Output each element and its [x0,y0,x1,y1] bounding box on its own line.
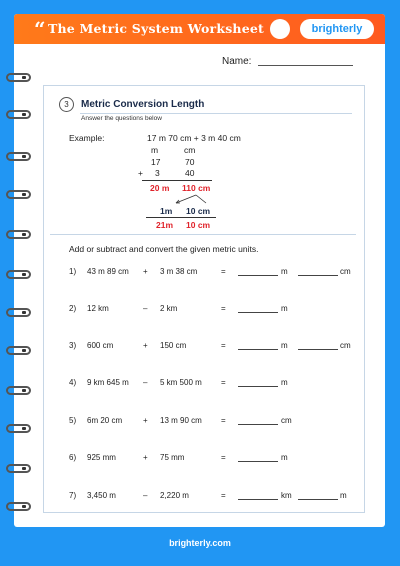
section-divider [50,234,356,235]
example-conv-m: 1m [160,206,173,216]
example-col-m: m [151,145,159,155]
spiral-ring-icon [6,190,31,199]
spiral-ring-icon [6,464,31,473]
problem-equals: = [221,416,226,425]
problem-equals: = [221,267,226,276]
example-r1-m: 17 [151,157,161,167]
spiral-ring-icon [6,346,31,355]
problem-operand-b: 5 km 500 m [160,378,202,387]
problem-number: 2) [69,304,77,313]
problem-operator: + [143,416,148,425]
name-input-line[interactable] [258,65,353,66]
answer-unit: m [281,341,288,350]
spiral-ring-icon [6,308,31,317]
answer-blank-1[interactable] [238,349,278,350]
problem-operator: + [143,453,148,462]
problem-operand-a: 925 mm [87,453,116,462]
example-sum-m: 20 m [150,183,170,193]
problem-number: 7) [69,491,77,500]
answer-blank-1[interactable] [238,312,278,313]
example-final-cm: 10 cm [186,220,211,230]
problem-operand-a: 600 cm [87,341,114,350]
problem-operator: + [143,341,148,350]
problem-operator: – [143,378,148,387]
example-problem: 17 m 70 cm + 3 m 40 cm [147,133,241,143]
example-sum-cm: 110 cm [182,183,211,193]
answer-blank-1[interactable] [238,499,278,500]
spiral-ring-icon [6,270,31,279]
problem-operand-b: 2,220 m [160,491,189,500]
example-r2-cm: 40 [185,168,195,178]
spiral-ring-icon [6,424,31,433]
problem-operand-a: 6m 20 cm [87,416,123,425]
answer-unit: m [281,304,288,313]
answer-blank-1[interactable] [238,386,278,387]
example-r1-cm: 70 [185,157,195,167]
spiral-ring-icon [6,110,31,119]
quote-icon: “ [34,17,46,41]
problem-number: 3) [69,341,77,350]
answer-unit: m [281,453,288,462]
answer-blank-1[interactable] [238,275,278,276]
answer-blank-2[interactable] [298,499,338,500]
problem-operand-b: 3 m 38 cm [160,267,198,276]
problem-equals: = [221,304,226,313]
spiral-ring-icon [6,386,31,395]
header-circle-icon [270,19,290,39]
section-number: 3 [59,97,74,112]
answer-blank-2[interactable] [298,275,338,276]
problem-operand-a: 9 km 645 m [87,378,129,387]
worksheet-title: The Metric System Worksheet [48,21,264,36]
spiral-ring-icon [6,230,31,239]
answer-unit: m [281,267,288,276]
problem-operand-a: 43 m 89 cm [87,267,129,276]
worksheet-header [14,14,385,44]
problem-operand-b: 150 cm [160,341,187,350]
brighterly-logo: brighterly [300,19,374,39]
problem-equals: = [221,341,226,350]
problem-equals: = [221,378,226,387]
spiral-ring-icon [6,73,31,82]
section-title-underline [80,113,352,114]
section-subtitle: Answer the questions below [81,115,162,122]
example-label: Example: [69,133,105,143]
problem-operand-b: 2 km [160,304,178,313]
answer-unit: cm [281,416,292,425]
problem-number: 6) [69,453,77,462]
example-col-cm: cm [184,145,196,155]
spiral-ring-icon [6,502,31,511]
problem-number: 4) [69,378,77,387]
problem-equals: = [221,491,226,500]
exercise-card [43,85,365,513]
answer-blank-1[interactable] [238,461,278,462]
example-result-line [146,217,216,218]
answer-unit: m [281,378,288,387]
problem-operator: – [143,304,148,313]
problem-number: 5) [69,416,77,425]
carry-arrow-icon [154,193,214,205]
problem-operator: – [143,491,148,500]
problem-number: 1) [69,267,77,276]
answer-unit: km [281,491,292,500]
example-sum-line [142,180,212,181]
instruction-text: Add or subtract and convert the given metric units. [69,244,259,254]
example-conv-cm: 10 cm [186,206,211,216]
section-title: Metric Conversion Length [81,99,205,110]
problem-operator: + [143,267,148,276]
problem-operand-a: 12 km [87,304,109,313]
example-plus: + [138,168,143,178]
problem-equals: = [221,453,226,462]
footer-url[interactable]: brighterly.com [169,538,231,548]
problem-operand-b: 13 m 90 cm [160,416,202,425]
problem-operand-b: 75 mm [160,453,185,462]
example-final-m: 21m [156,220,174,230]
name-label: Name: [222,56,252,67]
answer-unit: m [340,491,347,500]
spiral-ring-icon [6,152,31,161]
answer-unit: cm [340,267,351,276]
worksheet-page [14,14,385,527]
answer-blank-1[interactable] [238,424,278,425]
answer-unit: cm [340,341,351,350]
answer-blank-2[interactable] [298,349,338,350]
example-r2-m: 3 [155,168,160,178]
problem-operand-a: 3,450 m [87,491,116,500]
